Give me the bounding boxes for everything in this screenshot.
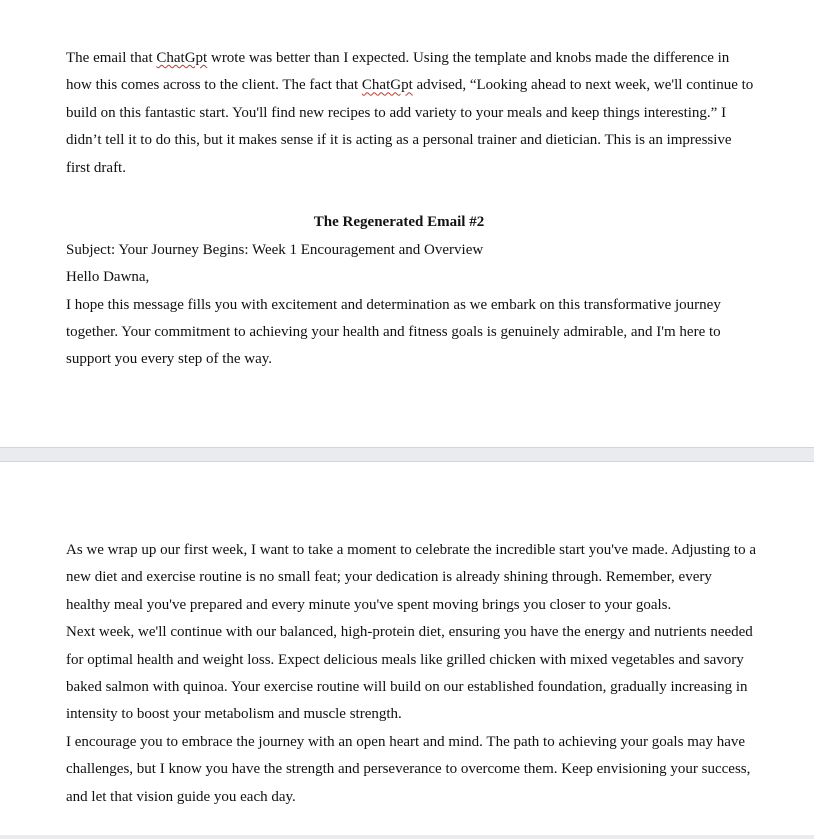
page-bottom-edge [0,835,814,839]
email-encouragement-paragraph: I encourage you to embrace the journey with an open heart and mind. The path to achieving your goals may have challenges, but I know you have the strength and perseverance to overcome them. Keep envisioning your success, and let that vision guide you each day. [66,733,751,805]
email-week-recap-paragraph: As we wrap up our first week, I want to take a moment to celebrate the incredible start you've made. Adjusting to a new diet and exercise routine is no small feat; your dedication is already shining through. Remember, every healthy meal you've prepared and every minute you've spent moving brings you closer to your goals. [66,542,756,613]
blank-line [66,182,756,209]
page-1-text-body [66,45,756,374]
email-greeting: Hello Dawna, [66,269,150,286]
email-intro-paragraph: I hope this message fills you with excitement and determination as we embark on this transformative journey together. Your commitment to achieving your health and fitness goals is genuinely admirable, and I'm here to support you every step of the way. [66,296,721,368]
email-next-week-paragraph: Next week, we'll continue with our balanced, high-protein diet, ensuring you have the energy and nutrients needed for optimal health and weight loss. Expect delicious meals like grilled chicken with mixed vegetables and savory baked salmon with quinoa. Your exercise routine will build on our established foundation, gradually increasing in intensity to boost your metabolism and muscle strength. [66,624,753,723]
misspelled-word-chatgpt[interactable]: ChatGpt [156,50,208,66]
document-page-2 [0,462,814,839]
misspelled-word-chatgpt[interactable]: ChatGpt [361,77,413,94]
reflection-text-part-3: advised, “Looking ahead to next week, we'll continue to build on this fantastic start. You'll find new recipes to add variety to your meals and keep things interesting.” I didn’t tell it to do this, but it makes sense if it is acting as a personal trainer and dietician. This is an impressive first draft. [66,77,754,176]
reflection-text-part-2: wrote was better than I expected. Using the template and knobs made the difference in how this comes across to the client. The fact that [66,50,730,94]
section-heading: The Regenerated Email #2 [313,214,485,231]
email-subject-line: Subject: Your Journey Begins: Week 1 Encouragement and Overview [66,241,484,258]
reflection-paragraph[interactable] [66,45,756,182]
page-2-text-body [66,537,756,811]
reflection-text-part-1: The email that [66,50,157,66]
page-break-separator [0,447,814,462]
